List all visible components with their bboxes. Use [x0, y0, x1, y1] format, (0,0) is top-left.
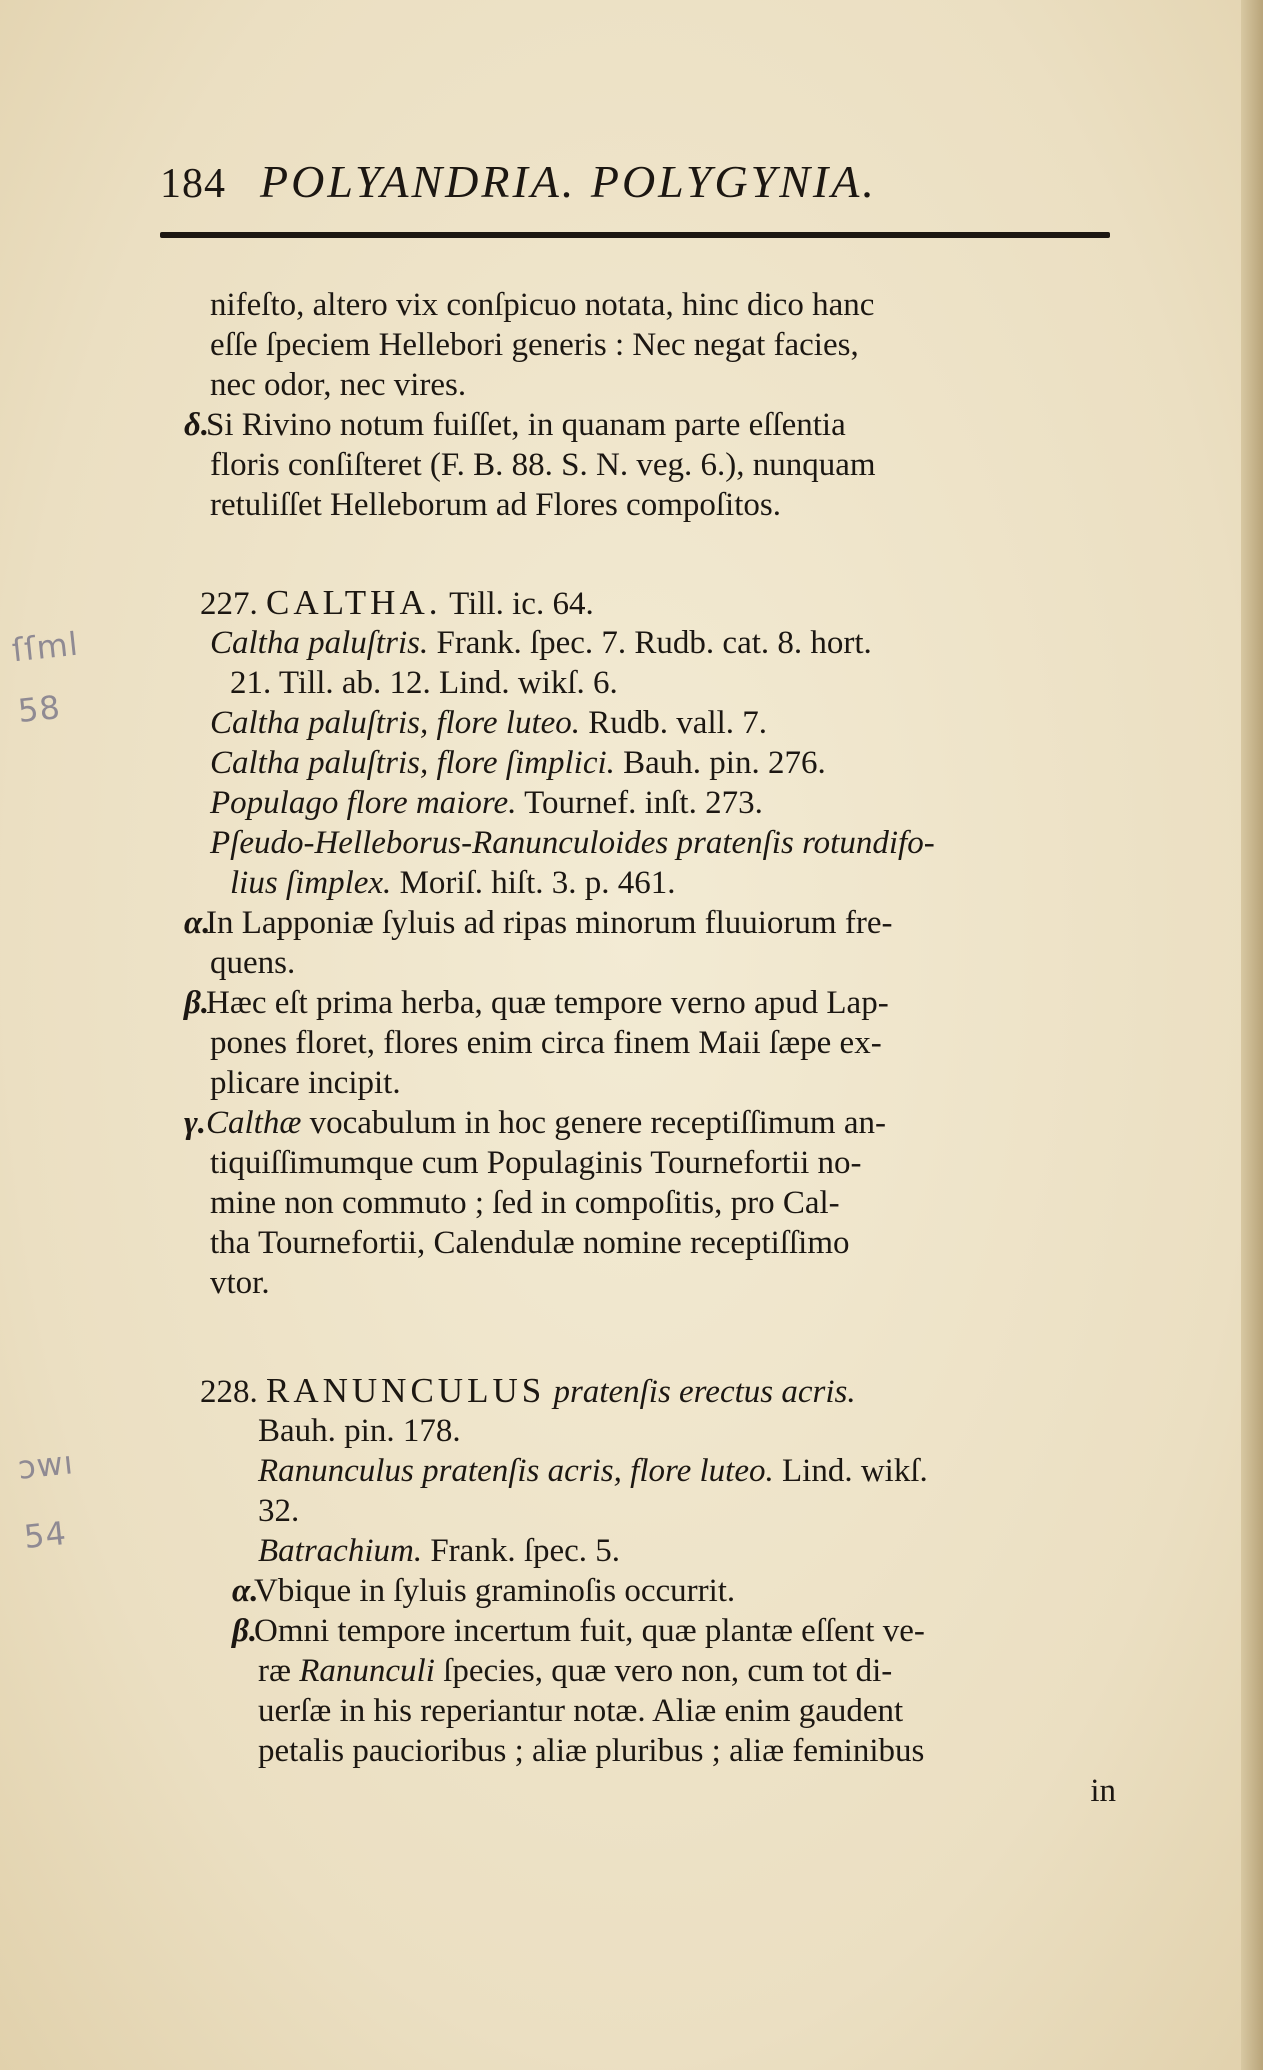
synonym-line: Bauh. pin. 178. — [258, 1413, 461, 1449]
text-line: retuliſſet Helleborum ad Flores compoſitos. — [210, 487, 781, 523]
text-line: floris conſiſteret (F. B. 88. S. N. veg. 6.), nunquam — [210, 447, 876, 483]
text-line: nec odor, nec vires. — [210, 367, 467, 403]
note-marker: γ. — [184, 1105, 206, 1141]
text-line: eſſe ſpeciem Hellebori generis : Nec negat facies, — [210, 327, 859, 363]
text-line: uerſæ in his reperiantur notæ. Aliæ enim gaudent — [258, 1693, 904, 1729]
catchword: in — [1090, 1773, 1116, 1809]
synonym-line: 32. — [258, 1493, 300, 1529]
text-line: ræ Ranunculi ſpecies, quæ vero non, cum tot di- — [258, 1653, 893, 1689]
text-line: plicare incipit. — [210, 1065, 401, 1101]
synonym-line: Caltha paluſtris, flore luteo. Rudb. vall. 7. — [210, 705, 768, 741]
note-marker: β. — [232, 1613, 258, 1649]
entry-heading-caltha — [200, 583, 1120, 623]
note-alpha: α.In Lapponiæ ſyluis ad ripas minorum fluuiorum fre- — [184, 905, 893, 941]
note-delta: δ.Si Rivino notum fuiſſet, in quanam parte eſſentia — [184, 407, 846, 443]
page-header — [160, 155, 1120, 225]
margin-note-2a: ɔwı — [16, 1443, 76, 1487]
running-title: POLYANDRIA. POLYGYNIA. — [260, 156, 877, 207]
synonym-line: Ranunculus pratenſis acris, flore luteo. Lind. wikſ. — [258, 1453, 928, 1489]
text-line: tha Tournefortii, Calendulæ nomine receptiſſimo — [210, 1225, 850, 1261]
text-line: nifeſto, altero vix conſpicuo notata, hinc dico hanc — [210, 287, 875, 323]
note-beta: β.Hæc eſt prima herba, quæ tempore verno apud Lap- — [184, 985, 889, 1021]
synonym-line: Caltha paluſtris. Frank. ſpec. 7. Rudb. cat. 8. hort. — [210, 625, 872, 661]
margin-note-1a: ſſml — [10, 624, 81, 670]
note-gamma: γ.Calthæ vocabulum in hoc genere receptiſſimum an- — [184, 1105, 886, 1141]
note-marker: δ. — [184, 407, 210, 443]
text-line: petalis paucioribus ; aliæ pluribus ; aliæ feminibus — [258, 1733, 925, 1769]
synonym-line: Populago flore maiore. Tournef. inſt. 273. — [210, 785, 763, 821]
body-text — [184, 285, 1120, 1811]
note-alpha: α.Vbique in ſyluis graminoſis occurrit. — [232, 1573, 736, 1609]
margin-note-1b: 58 — [16, 687, 63, 731]
text-line: pones floret, flores enim circa finem Maii ſæpe ex- — [210, 1025, 882, 1061]
note-beta: β.Omni tempore incertum fuit, quæ plantæ eſſent ve- — [232, 1613, 925, 1649]
entry-heading-ranunculus — [200, 1371, 1120, 1411]
entry-number: 227. — [200, 586, 258, 622]
text-line: vtor. — [210, 1265, 270, 1301]
genus-reference: Till. ic. 64. — [449, 586, 594, 622]
genus-name: RANUNCULUS — [266, 1371, 546, 1410]
synonym-line: 21. Till. ab. 12. Lind. wikſ. 6. — [230, 665, 618, 701]
synonym-line: Caltha paluſtris, flore ſimplici. Bauh. pin. 276. — [210, 745, 826, 781]
note-marker: α. — [184, 905, 211, 941]
margin-note-2b: 54 — [22, 1513, 69, 1557]
header-rule — [160, 232, 1110, 238]
text-line: mine non commuto ; ſed in compoſitis, pro Cal- — [210, 1185, 840, 1221]
synonym-line: lius ſimplex. Moriſ. hiſt. 3. p. 461. — [230, 865, 676, 901]
species-epithet: pratenſis erectus acris. — [553, 1374, 856, 1410]
synonym-line: Batrachium. Frank. ſpec. 5. — [258, 1533, 621, 1569]
page-edge-shadow — [1241, 0, 1263, 2070]
text-line: quens. — [210, 945, 296, 981]
note-marker: β. — [184, 985, 210, 1021]
page-number: 184 — [160, 161, 226, 207]
text-line: tiquiſſimumque cum Populaginis Tournefortii no- — [210, 1145, 862, 1181]
genus-name: CALTHA. — [266, 583, 442, 622]
synonym-line: Pſeudo-Helleborus-Ranunculoides pratenſis rotundifo- — [210, 825, 935, 861]
note-marker: α. — [232, 1573, 259, 1609]
entry-number: 228. — [200, 1374, 258, 1410]
